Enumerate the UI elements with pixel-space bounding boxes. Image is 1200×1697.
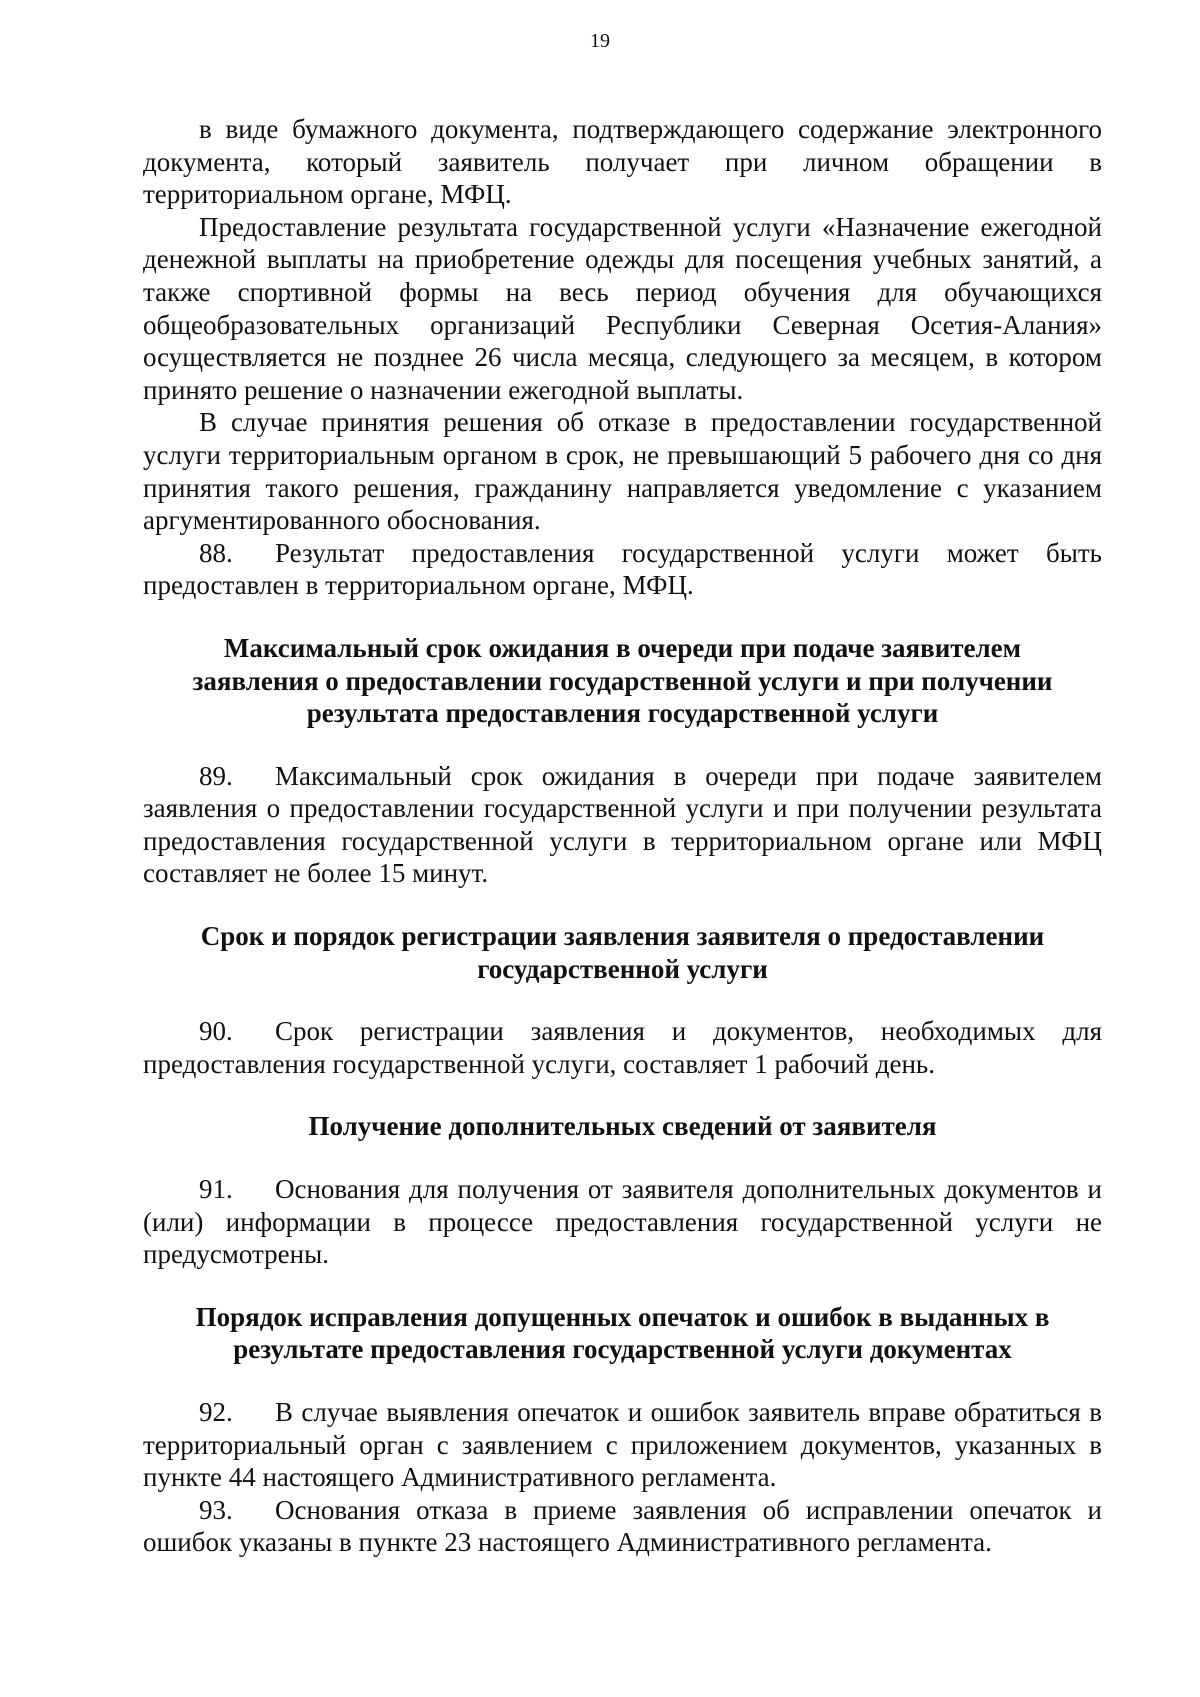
heading-line: результата предоставления государственной услуги bbox=[306, 698, 939, 729]
heading-line: заявления о предоставлении государственной услуги и при получении bbox=[192, 665, 1053, 696]
page-number: 19 bbox=[590, 30, 610, 52]
heading-line: результате предоставления государственной услуги документах bbox=[233, 1334, 1012, 1365]
continuation-paragraph: в виде бумажного документа, подтверждающего содержание электронного документа, который заявитель получает при личном обращении в территориальном органе, МФЦ. bbox=[143, 114, 1102, 210]
section-heading-corrections bbox=[143, 1301, 1102, 1366]
heading-line: Получение дополнительных сведений от заявителя bbox=[308, 1111, 937, 1142]
item-number: 88. bbox=[199, 537, 233, 568]
item-92 bbox=[143, 1396, 1102, 1494]
item-text: Основания отказа в приеме заявления об исправлении опечаток и ошибок указаны в пункте 23 настоящего Административного регламента. bbox=[143, 1494, 1102, 1558]
item-number: 89. bbox=[199, 760, 233, 791]
item-text: Максимальный срок ожидания в очереди при подаче заявителем заявления о предоставлении государственной услуги и при получении результата предоставления государственной услуги в территориальном органе или МФЦ составляет не более 15 минут. bbox=[143, 760, 1102, 889]
heading-line: Максимальный срок ожидания в очереди при подаче заявителем bbox=[223, 632, 1022, 663]
item-number: 91. bbox=[199, 1174, 233, 1205]
paragraph-result-delivery: Предоставление результата государственной услуги «Назначение ежегодной денежной выплаты на приобретение одежды для посещения учебных занятий, а также спортивной формы на весь период обучения для обучающихся общеобразовательных организаций Республики Северная Осетия-Алания» осуществляется не позднее 26 числа месяца, следующего за месяцем, в котором принято решение о назначении ежегодной выплаты. bbox=[143, 211, 1102, 405]
item-text: Результат предоставления государственной услуги может быть предоставлен в территориальном органе, МФЦ. bbox=[143, 537, 1102, 601]
item-number: 92. bbox=[199, 1397, 233, 1427]
item-88 bbox=[143, 537, 1102, 602]
section-heading-registration bbox=[143, 920, 1102, 985]
item-91 bbox=[143, 1173, 1102, 1271]
item-90 bbox=[143, 1015, 1102, 1080]
heading-line: Порядок исправления допущенных опечаток и ошибок в выданных в bbox=[195, 1301, 1050, 1332]
document-body bbox=[143, 113, 1102, 1559]
section-heading-additional-info bbox=[143, 1110, 1102, 1143]
item-text: Основания для получения от заявителя дополнительных документов и (или) информации в процессе предоставления государственной услуги не предусмотрены. bbox=[143, 1174, 1102, 1270]
item-text: Срок регистрации заявления и документов, необходимых для предоставления государственной услуги, составляет 1 рабочий день. bbox=[143, 1016, 1102, 1079]
item-89 bbox=[143, 760, 1102, 890]
heading-line: государственной услуги bbox=[477, 953, 768, 984]
paragraph-refusal-notice: В случае принятия решения об отказе в предоставлении государственной услуги территориальным органом в срок, не превышающий 5 рабочего дня со дня принятия такого решения, гражданину направляется уведомление с указанием аргументированного обоснования. bbox=[143, 407, 1102, 536]
section-heading-waiting-time bbox=[143, 632, 1102, 730]
item-number: 93. bbox=[199, 1494, 233, 1525]
heading-line: Срок и порядок регистрации заявления заявителя о предоставлении bbox=[200, 921, 1045, 952]
item-number: 90. bbox=[199, 1016, 233, 1047]
item-text: В случае выявления опечаток и ошибок заявитель вправе обратиться в территориальный орган с заявлением с приложением документов, указанных в пункте 44 настоящего Административного регламента. bbox=[143, 1397, 1102, 1493]
item-93 bbox=[143, 1494, 1102, 1559]
